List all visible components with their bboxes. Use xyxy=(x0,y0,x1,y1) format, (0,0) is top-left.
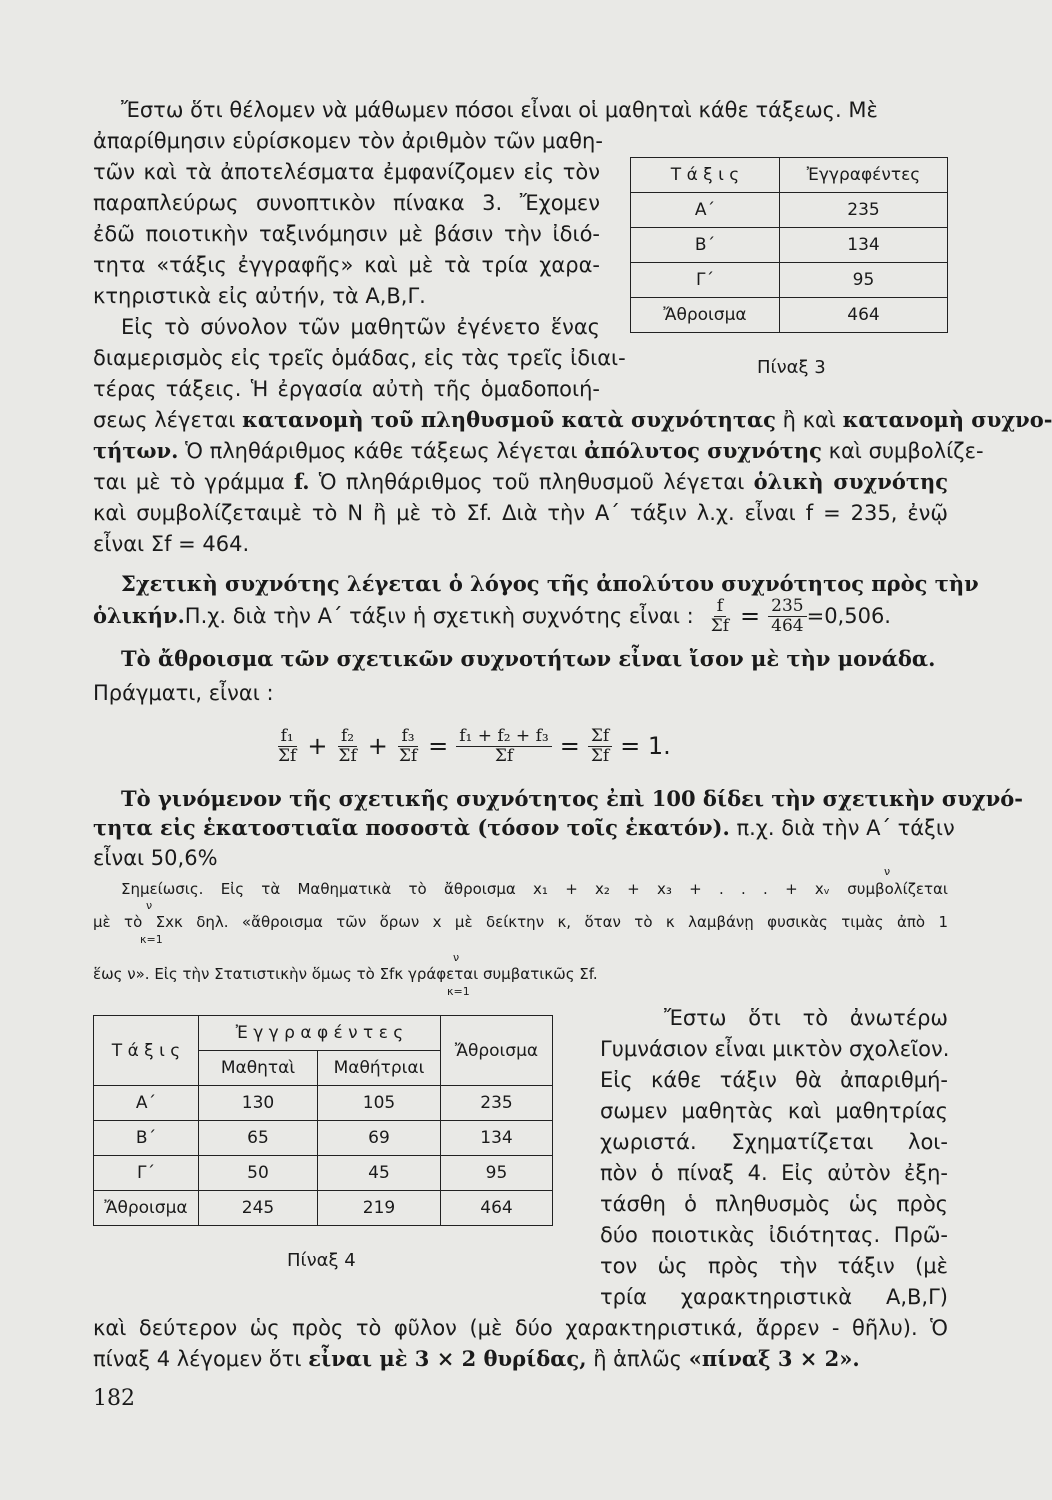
fraction-f-over-sigma-f: $\frac{f}{\Sigma f}$ xyxy=(710,595,730,636)
fraction: $\frac{\text{f₁}}{\Sigma f}$ xyxy=(278,725,297,766)
sum-equation: $\frac{\text{f₁}}{\Sigma f}$ + $\frac{\text{f₂}}{\Sigma f}$ + $\frac{\text{f₃}}{\Sigma f}$ = $\frac{\text{f₁ + f₂ + f₃}}{\Sigma f}$ = $\frac{\Sigma f}{\Sigma f}$ = 1. xyxy=(275,718,679,774)
table-cell: 134 xyxy=(441,1121,553,1156)
text-line: χωριστά. Σχηματίζεται λοι- xyxy=(600,1130,948,1154)
fraction-235-over-464: $\frac{235}{464}$ xyxy=(768,597,806,636)
text-line: διαμερισμὸς εἰς τρεῖς ὁμάδας, εἰς τὰς τρεῖς ἰδιαι- xyxy=(93,346,626,370)
text-line: πίναξ 4 λέγομεν ὅτι εἶναι μὲ 3 × 2 θυρίδας, ἢ ἁπλῶς «πίναξ 3 × 2». xyxy=(93,1346,860,1371)
text-line: τῶν καὶ τὰ ἀποτελέσματα ἐμφανίζομεν εἰς τὸν xyxy=(93,160,600,184)
note-sup: ν xyxy=(453,951,460,964)
table-cell: Γ΄ xyxy=(94,1156,199,1191)
text-line: τάσθη ὁ πληθυσμὸς ὡς πρὸς xyxy=(600,1192,948,1216)
fraction: $\frac{\text{f₃}}{\Sigma f}$ xyxy=(398,725,418,766)
text-line: σεως λέγεται κατανομὴ τοῦ πληθυσμοῦ κατὰ συχνότητας ἢ καὶ κατανομὴ συχνο- xyxy=(93,407,1052,432)
table-3 xyxy=(630,157,948,333)
text-line: ὁλικήν. Π.χ. διὰ τὴν Α΄ τάξιν ἡ σχετικὴ συχνότης εἶναι : $\frac{f}{\Sigma f}$ = $\frac{235}{464}$ =0,506. xyxy=(93,595,891,636)
table-cell: 464 xyxy=(780,298,948,333)
table-row xyxy=(94,1191,553,1226)
table-cell: 219 xyxy=(318,1191,441,1226)
table-cell: 134 xyxy=(780,228,948,263)
table-cell: Α΄ xyxy=(631,193,780,228)
table-header-row xyxy=(631,158,948,193)
note-line: ἕως ν». Εἰς τὴν Στατιστικὴν ὅμως τὸ Σfκ γράφεται συμβατικῶς Σf. xyxy=(93,965,598,983)
text-line: Ἔστω ὅτι τὸ ἀνωτέρω xyxy=(664,1006,948,1030)
text-line: ἐδῶ ποιοτικὴν ταξινόμησιν μὲ βάσιν τὴν ἰδιό- xyxy=(93,222,600,246)
table-cell: 45 xyxy=(318,1156,441,1191)
table-cell: Ἄθροισμα xyxy=(94,1191,199,1226)
text-line: Ἔστω ὅτι θέλομεν νὰ μάθωμεν πόσοι εἶναι οἱ μαθηταὶ κάθε τάξεως. Μὲ xyxy=(121,98,878,122)
table-cell: 95 xyxy=(441,1156,553,1191)
header-cell: Μαθηταὶ xyxy=(199,1051,318,1086)
header-cell: Μαθήτριαι xyxy=(318,1051,441,1086)
text-line: εἶναι 50,6% xyxy=(93,846,218,870)
table-row xyxy=(631,298,948,333)
statement-line: Τὸ ἄθροισμα τῶν σχετικῶν συχνοτήτων εἶναι ἴσον μὲ τὴν μονάδα. xyxy=(121,646,936,671)
table-cell: Α΄ xyxy=(94,1086,199,1121)
table-cell: 69 xyxy=(318,1121,441,1156)
text-line: τητα εἰς ἑκατοστιαῖα ποσοστὰ (τόσον τοῖς ἑκατόν). π.χ. διὰ τὴν Α΄ τάξιν xyxy=(93,815,955,840)
table-row xyxy=(631,263,948,298)
header-cell: Ἐ γ γ ρ α φ έ ν τ ε ς xyxy=(199,1016,441,1051)
table-row xyxy=(94,1121,553,1156)
table-row xyxy=(631,228,948,263)
table-cell: Γ΄ xyxy=(631,263,780,298)
table-header-row xyxy=(94,1016,553,1051)
table-cell: Ἄθροισμα xyxy=(631,298,780,333)
note-sub: κ=1 xyxy=(447,985,470,998)
text-line: σωμεν μαθητὰς καὶ μαθητρίας xyxy=(600,1099,948,1123)
table-cell: 245 xyxy=(199,1191,318,1226)
term-bold: κατανομὴ τοῦ πληθυσμοῦ κατὰ συχνότητας xyxy=(242,407,776,432)
table-row xyxy=(94,1086,553,1121)
table-cell: 130 xyxy=(199,1086,318,1121)
text-line: δύο ποιοτικὰς ἰδιότητας. Πρῶ- xyxy=(600,1223,948,1247)
header-cell: Τ ά ξ ι ς xyxy=(631,158,780,193)
note-line: Σημείωσις. Εἰς τὰ Μαθηματικὰ τὸ ἄθροισμα x₁ + x₂ + x₃ + . . . + xᵥ συμβολίζεται xyxy=(121,880,948,898)
text-line: Πράγματι, εἶναι : xyxy=(93,681,274,705)
text-line: ται μὲ τὸ γράμμα f. Ὁ πληθάριθμος τοῦ πληθυσμοῦ λέγεται ὁλικὴ συχνότης xyxy=(93,469,949,494)
header-cell: Ἄθροισμα xyxy=(441,1016,553,1086)
note-line: μὲ τὸ Σxκ δηλ. «ἄθροισμα τῶν ὅρων x μὲ δείκτην κ, ὅταν τὸ κ λαμβάνῃ φυσικὰς τιμὰς ἀπὸ 1 xyxy=(93,913,948,931)
text-line: ἀπαρίθμησιν εὑρίσκομεν τὸν ἀριθμὸν τῶν μαθη- xyxy=(93,129,603,153)
text-line: τέρας τάξεις. Ἡ ἐργασία αὐτὴ τῆς ὁμαδοποιή- xyxy=(93,377,600,401)
text-line: τήτων. Ὁ πληθάριθμος κάθε τάξεως λέγεται ἀπόλυτος συχνότης καὶ συμβολίζε- xyxy=(93,438,984,463)
statement-line: Τὸ γινόμενον τῆς σχετικῆς συχνότητος ἐπὶ 100 δίδει τὴν σχετικὴν συχνό- xyxy=(121,786,1024,811)
table-3-caption: Πίναξ 3 xyxy=(757,357,826,378)
table-cell: 235 xyxy=(780,193,948,228)
table-4 xyxy=(93,1015,553,1226)
fraction: $\frac{\text{f₂}}{\Sigma f}$ xyxy=(338,725,357,766)
text-line: Γυμνάσιον εἶναι μικτὸν σχολεῖον. xyxy=(600,1037,950,1061)
table-4-caption: Πίναξ 4 xyxy=(287,1250,356,1271)
text-line: τητα «τάξις ἐγγραφῆς» καὶ μὲ τὰ τρία χαρα- xyxy=(93,253,600,277)
text-line: Εἰς τὸ σύνολον τῶν μαθητῶν ἐγένετο ἕνας xyxy=(121,315,600,339)
term-bold: «πίναξ 3 × 2». xyxy=(688,1346,860,1371)
table-cell: 65 xyxy=(199,1121,318,1156)
text-line: τρία χαρακτηριστικὰ Α,Β,Γ) xyxy=(600,1285,948,1309)
text-line: παραπλεύρως συνοπτικὸν πίνακα 3. Ἔχομεν xyxy=(93,191,600,215)
table-cell: 95 xyxy=(780,263,948,298)
term-bold: ὁλικὴ συχνότης xyxy=(753,469,949,494)
table-cell: Β΄ xyxy=(94,1121,199,1156)
page-number: 182 xyxy=(93,1386,135,1411)
fraction: $\frac{\text{f₁ + f₂ + f₃}}{\Sigma f}$ xyxy=(456,727,551,766)
fraction: $\frac{\Sigma f}{\Sigma f}$ xyxy=(588,727,612,766)
text-line: τον ὡς πρὸς τὴν τάξιν (μὲ xyxy=(600,1254,948,1278)
note-sup: ν xyxy=(884,865,891,878)
term-bold: ἀπόλυτος συχνότης xyxy=(584,438,822,463)
term-bold: εἶναι μὲ 3 × 2 θυρίδας, xyxy=(308,1346,587,1371)
table-cell: Β΄ xyxy=(631,228,780,263)
table-cell: 105 xyxy=(318,1086,441,1121)
note-sub: κ=1 xyxy=(140,933,163,946)
text-line: πὸν ὁ πίναξ 4. Εἰς αὐτὸν ἐξη- xyxy=(600,1161,948,1185)
table-row xyxy=(631,193,948,228)
term-bold: κατανομὴ συχνο- xyxy=(842,407,1052,432)
text-line: εἶναι Σf = 464. xyxy=(93,532,250,556)
table-cell: 235 xyxy=(441,1086,553,1121)
text-line: κτηριστικὰ εἰς αὐτήν, τὰ Α,Β,Γ. xyxy=(93,284,426,308)
note-sup: ν xyxy=(146,899,153,912)
header-cell: Τ ά ξ ι ς xyxy=(94,1016,199,1086)
table-cell: 464 xyxy=(441,1191,553,1226)
header-cell: Ἐγγραφέντες xyxy=(780,158,948,193)
definition-line: Σχετικὴ συχνότης λέγεται ὁ λόγος τῆς ἀπολύτου συχνότητος πρὸς τὴν xyxy=(121,571,979,596)
text-line: Εἰς κάθε τάξιν θὰ ἀπαριθμή- xyxy=(600,1068,948,1092)
table-cell: 50 xyxy=(199,1156,318,1191)
text-line: καὶ συμβολίζεταιμὲ τὸ Ν ἢ μὲ τὸ Σf. Διὰ τὴν Α΄ τάξιν λ.χ. εἶναι f = 235, ἐνῷ xyxy=(93,501,948,525)
table-row xyxy=(94,1156,553,1191)
text-line: καὶ δεύτερον ὡς πρὸς τὸ φῦλον (μὲ δύο χαρακτηριστικά, ἄρρεν - θῆλυ). Ὁ xyxy=(93,1316,948,1340)
